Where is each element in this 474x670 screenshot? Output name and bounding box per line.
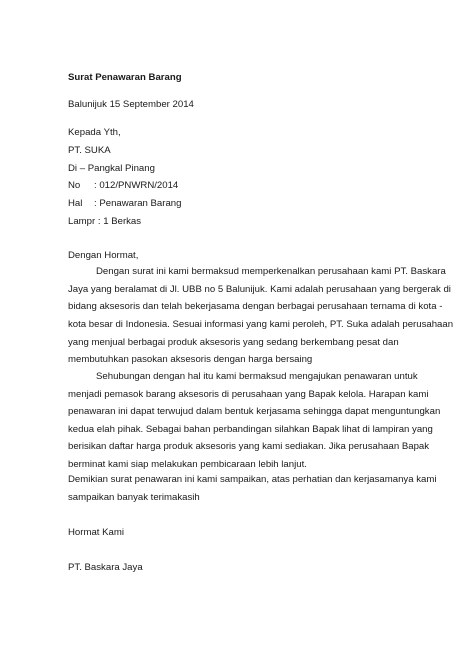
salutation: Dengan Hormat, xyxy=(68,250,139,261)
recipient-location: Di – Pangkal Pinang xyxy=(68,163,155,174)
place-date: Balunijuk 15 September 2014 xyxy=(68,99,194,110)
paragraph-line: Sehubungan dengan hal itu kami bermaksud mengajukan penawaran untuk xyxy=(96,371,418,382)
paragraph-line: Jaya yang beralamat di Jl. UBB no 5 Balunijuk. Kami adalah perusahaan yang bergerak di xyxy=(68,284,451,295)
paragraph-line: menjadi pemasok barang aksesoris di perusahaan yang Bapak kelola. Harapan kami xyxy=(68,389,429,400)
closing: Hormat Kami xyxy=(68,527,124,538)
reference-subject xyxy=(68,198,181,210)
paragraph-line: bidang aksesoris dan telah bekerjasama dengan berbagai perusahaan ternama di kota - xyxy=(68,301,443,312)
paragraph-line: berminat kami siap melakukan pembicaraan lebih lanjut. xyxy=(68,459,307,470)
paragraph-line: membutuhkan pasokan aksesoris dengan harga bersaing xyxy=(68,354,313,365)
sender-name: PT. Baskara Jaya xyxy=(68,562,143,573)
paragraph-line: berisikan daftar harga produk aksesoris yang kami sediakan. Jika perusahaan Bapak xyxy=(68,441,430,452)
paragraph-line: penawaran ini dapat terwujud dalam bentuk kerjasama sehingga dapat menguntungkan xyxy=(68,406,441,417)
reference-label: No xyxy=(68,180,81,191)
paragraph-line: kota besar di Indonesia. Sesuai informasi yang kami peroleh, PT. Suka adalah perusahaan xyxy=(68,319,454,330)
paragraph-line: Demikian surat penawaran ini kami sampaikan, atas perhatian dan kerjasamanya kami xyxy=(68,474,437,485)
paragraph-line: sampaikan banyak terimakasih xyxy=(68,492,200,503)
letter-title: Surat Penawaran Barang xyxy=(68,72,182,83)
reference-value: : 012/PNWRN/2014 xyxy=(94,180,179,191)
reference-label: Hal xyxy=(68,198,83,209)
paragraph-line: Dengan surat ini kami bermaksud memperkenalkan perusahaan kami PT. Baskara xyxy=(96,266,446,277)
reference-attachment xyxy=(68,216,141,228)
reference-value: : Penawaran Barang xyxy=(94,198,182,209)
paragraph-line: kedua elah pihak. Sebagai bahan perbandingan silahkan Bapak lihat di lampiran yang xyxy=(68,424,433,435)
paragraph-line: yang menjual berbagai produk aksesoris yang sedang berkembang pesat dan xyxy=(68,337,399,348)
reference-label: Lampr xyxy=(68,216,96,227)
recipient-greeting: Kepada Yth, xyxy=(68,127,121,138)
reference-value: : 1 Berkas xyxy=(97,216,142,227)
recipient-company: PT. SUKA xyxy=(68,145,111,156)
reference-number xyxy=(68,180,178,192)
